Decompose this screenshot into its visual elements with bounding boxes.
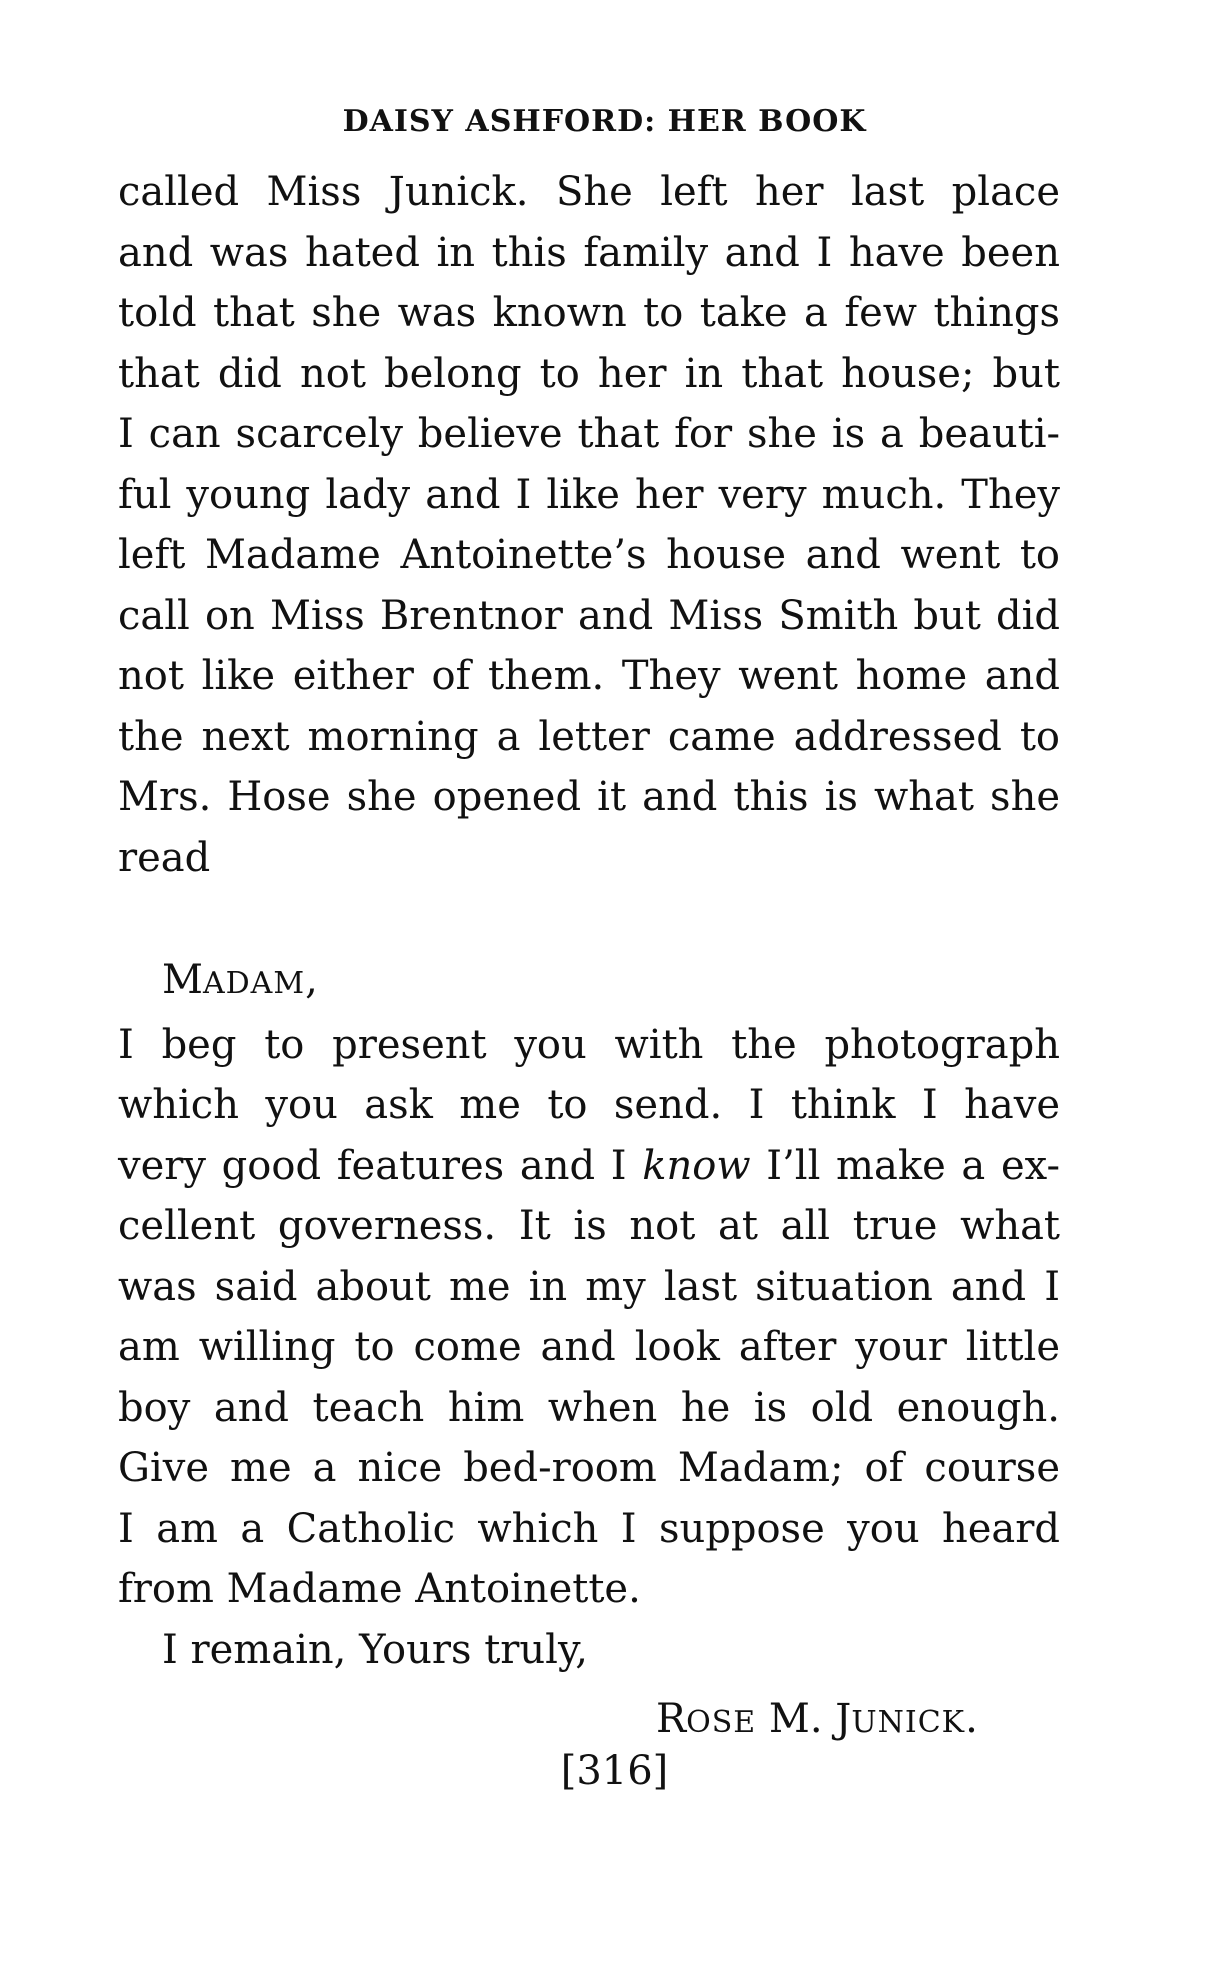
letter-line: I am a Catholic which I suppose you heard [118, 1505, 1060, 1552]
letter-closing: I remain, Yours truly, [162, 1626, 588, 1673]
signature-first-rest: OSE [686, 1705, 757, 1740]
text-line: told that she was known to take a few things [118, 290, 1060, 336]
letter-line: boy and teach him when he is old enough. [118, 1384, 1060, 1431]
letter [118, 950, 1060, 1680]
letter-line: which you ask me to send. I think I have [118, 1082, 1060, 1128]
narrative-paragraph [118, 162, 1060, 888]
letter-line: Give me a nice bed-room Madam; of course [118, 1445, 1060, 1491]
letter-signature [656, 1696, 978, 1742]
text-line: that did not belong to her in that house; but [118, 350, 1060, 397]
salutation-rest: ADAM [202, 966, 306, 1001]
text-line: ful young lady and I like her very much. They [118, 471, 1060, 518]
letter-line: cellent governess. It is not at all true what [118, 1203, 1060, 1249]
line-text-after: I’ll make a ex- [750, 1142, 1060, 1189]
letter-line: I beg to present you with the photograph [118, 1021, 1060, 1068]
text-line: I can scarcely believe that for she is a beauti- [118, 411, 1060, 457]
salutation-initial: M [162, 957, 203, 1003]
text-line: left Madame Antoinette’s house and went to [118, 532, 1060, 578]
emphasized-word: know [642, 1142, 751, 1189]
signature-last-initial: J [835, 1696, 852, 1742]
signature-last-rest: UNICK [851, 1705, 966, 1740]
signature-end-punct: . [965, 1696, 978, 1742]
text-line: Mrs. Hose she opened it and this is what she [118, 774, 1060, 820]
line-text-before: very good features and I [118, 1142, 643, 1189]
page-number: [316] [560, 1748, 669, 1794]
salutation-punct: , [305, 957, 318, 1003]
letter-line: from Madame Antoinette. [118, 1566, 641, 1612]
signature-first-initial: R [656, 1696, 687, 1742]
letter-line: was said about me in my last situation and I [118, 1263, 1060, 1310]
letter-salutation [118, 950, 1060, 1015]
text-line: and was hated in this family and I have been [118, 229, 1060, 276]
text-line: called Miss Junick. She left her last place [118, 169, 1060, 215]
text-line: read [118, 834, 211, 881]
signature-middle: M. [768, 1696, 823, 1742]
text-line: not like either of them. They went home and [118, 653, 1060, 699]
letter-line: am willing to come and look after your little [118, 1324, 1060, 1370]
running-head: DAISY ASHFORD: HER BOOK [342, 104, 867, 139]
letter-line-emphasis [118, 1136, 1060, 1197]
text-line: the next morning a letter came addressed to [118, 713, 1060, 760]
text-line: call on Miss Brentnor and Miss Smith but did [118, 592, 1060, 639]
